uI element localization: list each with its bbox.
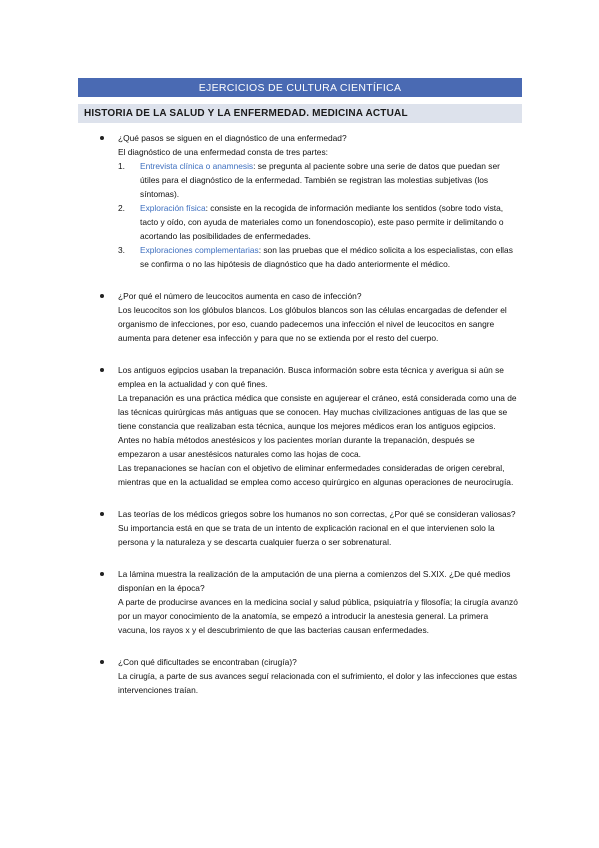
question-text: La lámina muestra la realización de la amputación de una pierna a comienzos del S.XIX. ¿De qué medios disponían en la época?: [118, 569, 511, 593]
question-text: Las teorías de los médicos griegos sobre los humanos no son correctas, ¿Por qué se consideran valiosas?: [118, 509, 516, 519]
question-text: ¿Qué pasos se siguen en el diagnóstico de una enfermedad?: [118, 133, 347, 143]
exercise-list: [98, 131, 518, 715]
step-number: 3.: [118, 245, 125, 255]
step-number: 2.: [118, 203, 125, 213]
diagnosis-step: [118, 243, 518, 271]
step-term: Exploración física: [140, 203, 206, 213]
step-number: 1.: [118, 161, 125, 171]
question-text: ¿Por qué el número de leucocitos aumenta en caso de infección?: [118, 291, 362, 301]
step-description: : se pregunta al paciente sobre una serie de datos que puedan ser útiles para el diagnóstico de la enfermedad. También se registran las molestias subjetivas (los síntomas).: [140, 161, 500, 199]
bullet-icon: [100, 512, 104, 516]
bullet-icon: [100, 368, 104, 372]
step-description: : son las pruebas que el médico solicita a los especialistas, con ellas se confirma o no las hipótesis de diagnóstico que ha dado anteriormente el médico.: [140, 245, 513, 269]
step-term: Entrevista clínica o anamnesis: [140, 161, 254, 171]
answer-text: Los leucocitos son los glóbulos blancos. Los glóbulos blancos son las células encargadas de defender el organismo de infecciones, por eso, cuando padecemos una infección el nivel de leucocitos en sangre aumenta para detener esa infección y para que no se extienda por el resto del cuerpo.: [118, 305, 507, 343]
answer-text: La cirugía, a parte de sus avances seguí relacionada con el sufrimiento, el dolor y las infecciones que estas intervenciones traían.: [118, 671, 517, 695]
exercise-item: [98, 131, 518, 271]
exercise-item: [98, 655, 518, 697]
question-text: ¿Con qué dificultades se encontraban (cirugía)?: [118, 657, 297, 667]
section-heading: HISTORIA DE LA SALUD Y LA ENFERMEDAD. MEDICINA ACTUAL: [78, 104, 522, 123]
answer-text: Su importancia está en que se trata de un intento de explicación racional en el que intervienen solo la persona y la naturaleza y se descarta cualquier fuerza o ser sobrenatural.: [118, 523, 495, 547]
diagnosis-step: [118, 201, 518, 243]
answer-text: La trepanación es una práctica médica que consiste en agujerear el cráneo, está considerada como una de las técnicas quirúrgicas más antiguas que se conocen. Hay muchas civilizaciones antiguas de las que se tiene constancia que realizaban esta técnica, aunque los mejores médicos eran los antiguos egipcios.: [118, 393, 517, 431]
answer-text: Las trepanaciones se hacían con el objetivo de eliminar enfermedades consideradas de origen cerebral, mientras que en la actualidad se emplea como acceso quirúrgico en algunas operaciones de neurocirugía.: [118, 463, 514, 487]
bullet-icon: [100, 136, 104, 140]
answer-intro: El diagnóstico de una enfermedad consta de tres partes:: [118, 147, 328, 157]
answer-text: Antes no había métodos anestésicos y los pacientes morían durante la trepanación, después se empezaron a usar anestésicos naturales como las hojas de coca.: [118, 435, 475, 459]
question-text: Los antiguos egipcios usaban la trepanación. Busca información sobre esta técnica y averigua si aún se emplea en la actualidad y con qué fines.: [118, 365, 504, 389]
exercise-item: [98, 289, 518, 345]
step-description: : consiste en la recogida de información mediante los sentidos (sobre todo vista, tacto y oído, con ayuda de materiales como un fonendoscopio), este paso permite ir delimitando o acortando las posibilidades de enfermedades.: [140, 203, 504, 241]
bullet-icon: [100, 572, 104, 576]
bullet-icon: [100, 660, 104, 664]
diagnosis-steps: [118, 159, 518, 271]
exercise-item: [98, 567, 518, 637]
exercise-item: [98, 507, 518, 549]
answer-text: A parte de producirse avances en la medicina social y salud pública, psiquiatría y filosofía; la cirugía avanzó por un mayor conocimiento de la anatomía, se empezó a introducir la anestesia general. La primera vacuna, los rayos x y el descubrimiento de que las bacterias causan enfermedades.: [118, 597, 518, 635]
step-term: Exploraciones complementarias: [140, 245, 259, 255]
document-title: EJERCICIOS DE CULTURA CIENTÍFICA: [78, 78, 522, 97]
diagnosis-step: [118, 159, 518, 201]
bullet-icon: [100, 294, 104, 298]
exercise-item: [98, 363, 518, 489]
